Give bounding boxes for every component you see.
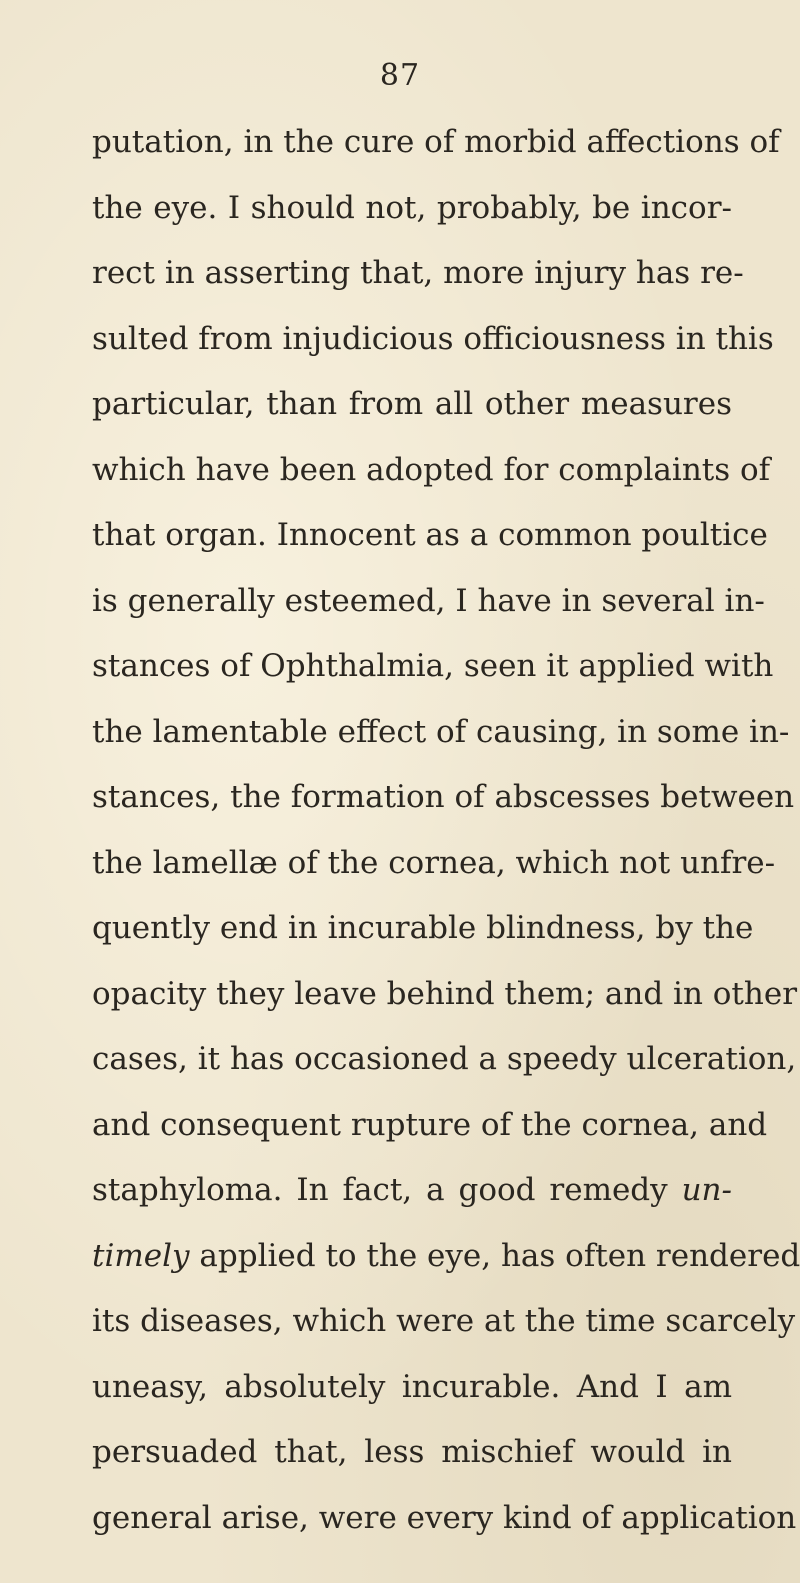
text-line: and consequent rupture of the cornea, and xyxy=(92,1106,768,1143)
text-line: quently end in incurable blindness, by the xyxy=(92,910,754,946)
text-line: opacity they leave behind them; and in other xyxy=(92,975,798,1012)
text-line: the lamentable effect of causing, in some in- xyxy=(92,713,790,750)
italic-word: timely xyxy=(92,1237,190,1274)
text-segment: applied to the eye, has often rendered xyxy=(189,1237,800,1274)
text-line: general arise, were every kind of application xyxy=(92,1499,797,1536)
text-line: which have been adopted for complaints of xyxy=(92,451,771,488)
text-line: its diseases, which were at the time scarcely xyxy=(92,1303,796,1339)
text-line-with-italic xyxy=(92,1158,732,1224)
text-line: the lamellæ of the cornea, which not unfre- xyxy=(92,844,776,881)
text-line: that organ. Innocent as a common poultice xyxy=(92,517,768,553)
text-line: uneasy, absolutely incurable. And I am xyxy=(92,1368,732,1405)
text-line: cases, it has occasioned a speedy ulceration, xyxy=(92,1041,797,1077)
text-line: stances of Ophthalmia, seen it applied with xyxy=(92,648,774,684)
text-line: the eye. I should not, probably, be incor- xyxy=(92,189,732,226)
text-line: rect in asserting that, more injury has re- xyxy=(92,255,744,291)
text-line: putation, in the cure of morbid affections of xyxy=(92,124,780,160)
body-text xyxy=(92,110,800,1551)
text-segment: staphyloma. In fact, a good remedy xyxy=(92,1172,682,1208)
italic-word: un- xyxy=(681,1172,732,1208)
text-line: stances, the formation of abscesses between xyxy=(92,779,795,815)
text-line: sulted from injudicious officiousness in this xyxy=(92,320,774,357)
text-line: particular, than from all other measures xyxy=(92,386,732,422)
page-number: 87 xyxy=(379,58,421,93)
text-line: persuaded that, less mischief would in xyxy=(92,1434,732,1470)
text-line: is generally esteemed, I have in several in- xyxy=(92,582,765,619)
text-line-with-italic xyxy=(92,1224,800,1290)
